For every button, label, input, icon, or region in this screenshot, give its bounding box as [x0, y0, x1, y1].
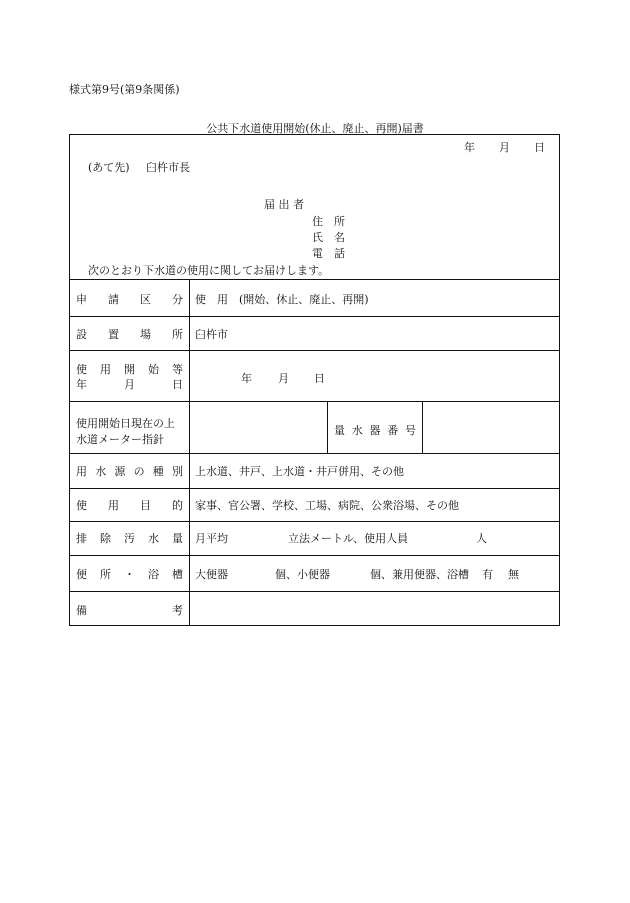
label-char: 用 — [108, 499, 119, 512]
bath-no: 無 — [508, 568, 519, 581]
label-char: 月 — [124, 378, 135, 391]
label-char: 申 — [76, 293, 87, 306]
label-char: 目 — [140, 499, 151, 512]
row-divider — [70, 591, 559, 592]
label-char: 用 — [76, 465, 87, 478]
label-char: 分 — [172, 293, 183, 306]
label-char: 区 — [140, 293, 151, 306]
label-char: 所 — [100, 568, 111, 581]
statement-text: 次のとおり下水道の使用に関してお届けします。 — [88, 264, 330, 277]
discharge-mid: 立法メートル、使用人員 — [288, 532, 409, 545]
start-date-year: 年 — [241, 372, 252, 385]
date-day-label: 日 — [534, 141, 545, 154]
label-char: 場 — [140, 328, 151, 341]
toilet-small: 個、小便器 — [275, 568, 330, 581]
row-divider — [70, 279, 559, 280]
label-char: 槽 — [172, 568, 183, 581]
label-char: 水 — [351, 424, 363, 437]
label-char: 年 — [76, 378, 87, 391]
label-char: 用 — [100, 363, 111, 376]
label-char: 所 — [172, 328, 183, 341]
location-value: 臼杵市 — [195, 328, 228, 341]
notifier-label: 届 出 者 — [264, 198, 304, 211]
row-divider — [70, 521, 559, 522]
label-char: 汚 — [124, 532, 135, 545]
meter-reading-label-line1: 使用開始日現在の上 — [76, 417, 175, 430]
column-divider — [189, 279, 190, 625]
addressee-prefix: (あて先) — [88, 161, 130, 174]
meter-number-label — [334, 422, 416, 438]
form-title: 公共下水道使用開始(休止、廃止、再開)届書 — [206, 122, 424, 135]
label-char: 量 — [172, 532, 183, 545]
label-char: 使 — [76, 499, 87, 512]
label-char: 号 — [405, 424, 416, 437]
label-char: 別 — [171, 465, 183, 478]
meter-reading-label-line2: 水道メーター指針 — [76, 433, 164, 446]
form-box — [69, 134, 560, 626]
label-char: 的 — [172, 499, 183, 512]
label-char: 器 — [369, 424, 381, 437]
form-number: 様式第9号(第9条関係) — [69, 83, 180, 96]
label-char: 備 — [76, 604, 87, 617]
label-char: 便 — [76, 568, 87, 581]
label-char: 置 — [108, 328, 119, 341]
toilet-large: 大便器 — [195, 568, 228, 581]
application-type-value: 使 用 (開始、休止、廃止、再開) — [195, 293, 369, 306]
label-char: 設 — [76, 328, 87, 341]
purpose-value: 家事、官公署、学校、工場、病院、公衆浴場、その他 — [195, 499, 459, 512]
label-char: 排 — [76, 532, 87, 545]
date-year-label: 年 — [464, 141, 475, 154]
label-char: 使 — [76, 363, 87, 376]
label-char: 考 — [172, 604, 183, 617]
label-char: 浴 — [148, 568, 159, 581]
row-divider — [70, 401, 559, 402]
date-month-label: 月 — [499, 141, 510, 154]
label-char: 量 — [334, 424, 345, 437]
name-label: 氏 名 — [312, 231, 345, 244]
label-char: の — [133, 465, 145, 478]
label-char: 等 — [172, 363, 183, 376]
row-divider — [70, 555, 559, 556]
address-label: 住 所 — [312, 215, 345, 228]
water-source-value: 上水道、井戸、上水道・井戸併用、その他 — [195, 465, 404, 478]
row-divider — [70, 316, 559, 317]
meter-divider-left — [327, 401, 328, 453]
label-char: 除 — [100, 532, 111, 545]
start-date-month: 月 — [278, 372, 289, 385]
label-char: 水 — [95, 465, 107, 478]
label-char: 番 — [387, 424, 399, 437]
label-char: 開 — [124, 363, 135, 376]
label-char: 種 — [152, 465, 164, 478]
label-char: 請 — [108, 293, 119, 306]
meter-divider-right — [422, 401, 423, 453]
discharge-suffix: 人 — [476, 532, 487, 545]
start-date-day: 日 — [314, 372, 325, 385]
discharge-prefix: 月平均 — [195, 532, 228, 545]
bath-yes: 有 — [482, 568, 493, 581]
addressee: 臼杵市長 — [146, 161, 190, 174]
label-char: 水 — [148, 532, 159, 545]
label-char: 源 — [114, 465, 126, 478]
row-divider — [70, 350, 559, 351]
row-divider — [70, 488, 559, 489]
label-char: ・ — [124, 568, 135, 581]
phone-label: 電 話 — [312, 247, 345, 260]
row-divider — [70, 453, 559, 454]
toilet-combined: 個、兼用便器、浴槽 — [370, 568, 469, 581]
label-char: 始 — [148, 363, 159, 376]
label-char: 日 — [172, 378, 183, 391]
